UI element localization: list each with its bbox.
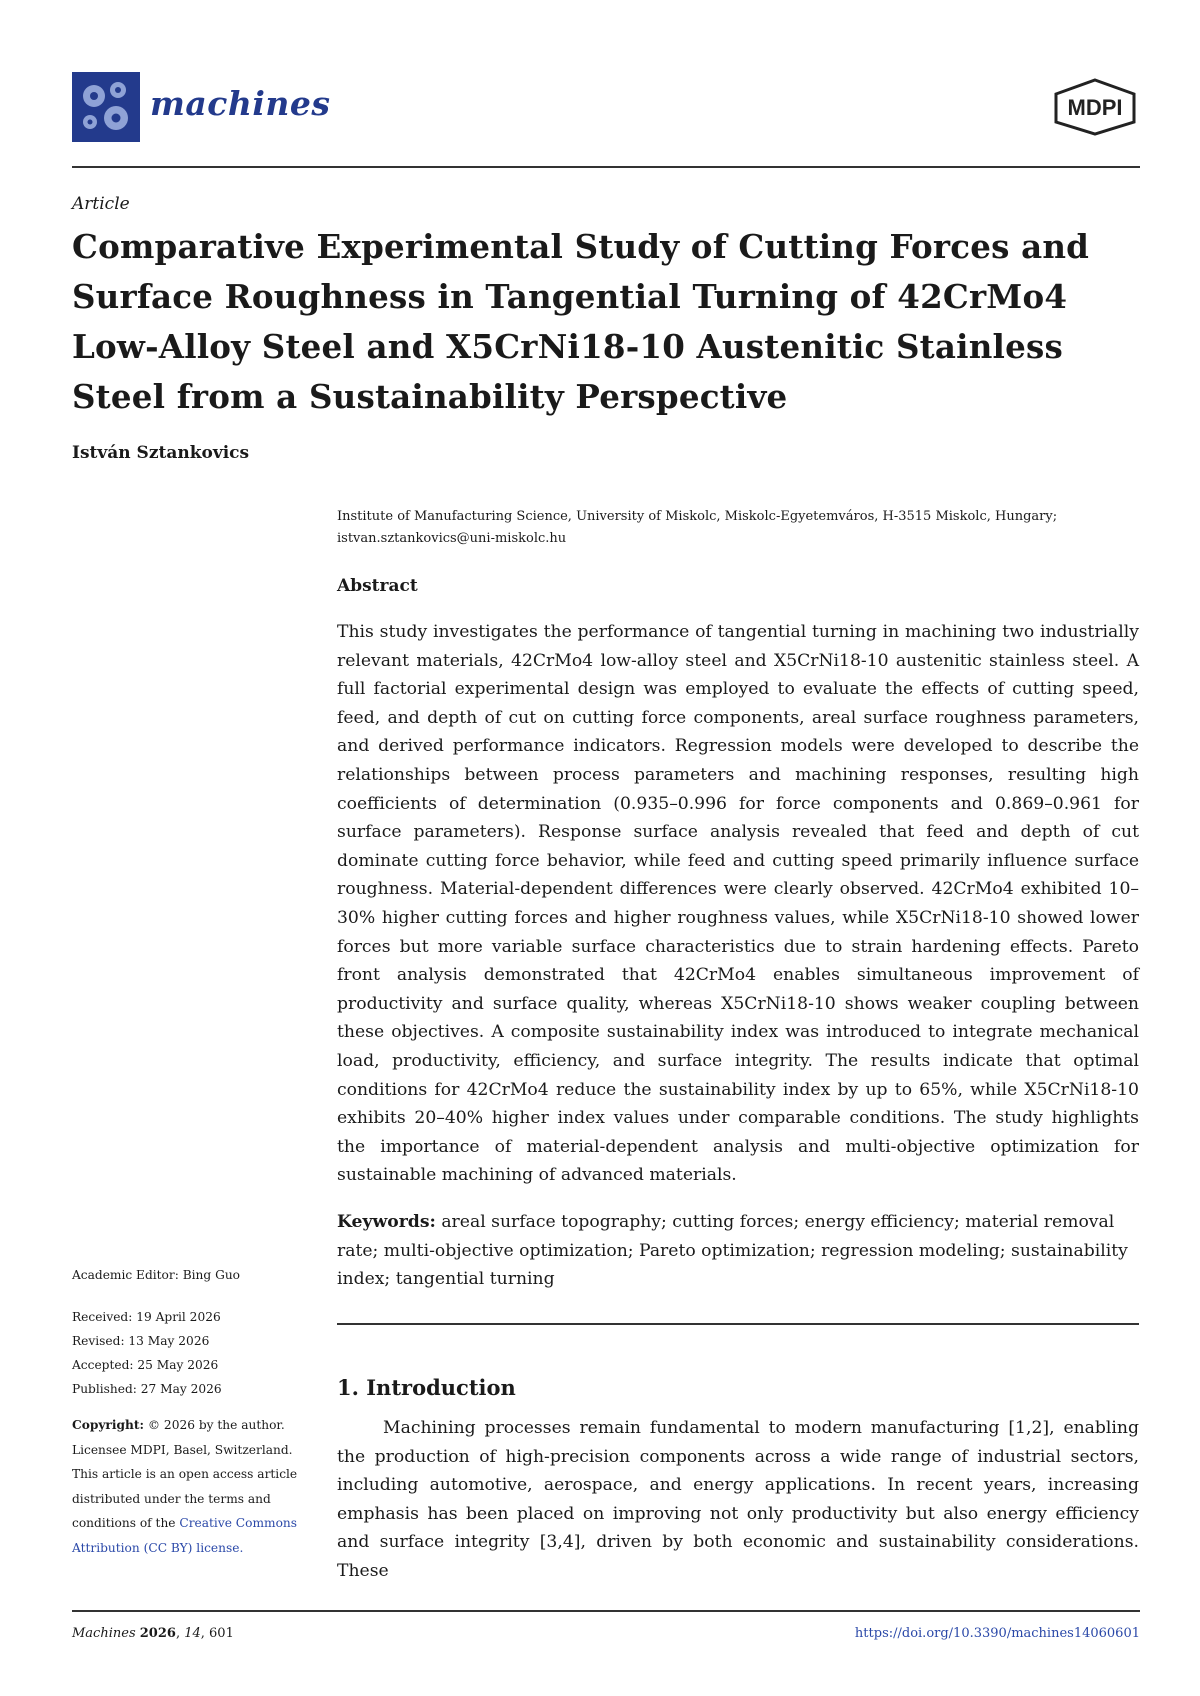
academic-editor: Academic Editor: Bing Guo: [72, 1268, 241, 1282]
affiliation: Institute of Manufacturing Science, University of Miskolc, Miskolc-Egyetemváros, H-3515 Miskolc, Hungary; istvan.sztankovics@uni-miskolc.hu: [337, 509, 1058, 546]
footer-volume: 14: [184, 1626, 201, 1641]
section-heading: 1. Introduction: [337, 1375, 516, 1400]
abstract-text: This study investigates the performance of tangential turning in machining two industrially relevant materials, 42CrMo4 low-alloy steel and X5CrNi18-10 austenitic stainless steel. A full factorial experimental design was employed to evaluate the effects of cutting speed, feed, and depth of cut on cutting force components, areal surface roughness parameters, and derived performance indicators. Regression models were developed to describe the relationships between process parameters and machining responses, resulting high coefficients of determination (0.935–0.996 for force components and 0.869–0.961 for surface parameters). Response surface analysis revealed that feed and depth of cut dominate cutting force behavior, while feed and cutting speed primarily influence surface roughness. Material-dependent differences were clearly observed. 42CrMo4 exhibited 10–30% higher cutting forces and higher roughness values, while X5CrNi18-10 showed lower forces but more variable surface characteristics due to strain hardening effects. Pareto front analysis demonstrated that 42CrMo4 enables simultaneous improvement of productivity and surface quality, whereas X5CrNi18-10 shows weaker coupling between these objectives. A composite sustainability index was introduced to integrate mechanical load, productivity, efficiency, and surface integrity. The results indicate that optimal conditions for 42CrMo4 reduce the sustainability index by up to 65%, while X5CrNi18-10 exhibits 20–40% higher index values under comparable conditions. The study highlights the importance of material-dependent analysis and multi-objective optimization for sustainable machining of advanced materials.: [337, 622, 1139, 1186]
keywords-label: Keywords:: [337, 1212, 436, 1232]
copyright-notice: [72, 1413, 302, 1560]
footer-article-number: , 601: [200, 1626, 234, 1641]
publication-dates: [72, 1305, 302, 1401]
header-divider: [72, 166, 1140, 168]
author-name: István Sztankovics: [72, 443, 250, 463]
doi-link[interactable]: https://doi.org/10.3390/machines14060601: [854, 1626, 1140, 1641]
published-date: Published: 27 May 2026: [72, 1382, 222, 1396]
copyright-label: Copyright:: [72, 1418, 144, 1432]
journal-logo-icon: [72, 72, 140, 142]
mdpi-logo: [1052, 78, 1138, 136]
intro-paragraph: Machining processes remain fundamental to modern manufacturing [1,2], enabling the production of high-precision components across a wide range of industrial sectors, including automotive, aerospace, and energy applications. In recent years, increasing emphasis has been placed on improving not only productivity but also energy efficiency and surface integrity [3,4], driven by both economic and sustainability considerations. These: [337, 1418, 1139, 1581]
footer-divider: [72, 1610, 1140, 1612]
section-divider: [337, 1323, 1139, 1325]
abstract-heading: Abstract: [337, 576, 418, 596]
footer-journal: Machines: [72, 1626, 136, 1641]
footer-year: 2026: [139, 1626, 176, 1641]
revised-date: Revised: 13 May 2026: [72, 1334, 210, 1348]
license-link[interactable]: Creative Commons Attribution (CC BY) license.: [72, 1516, 298, 1555]
keywords-text: areal surface topography; cutting forces; energy efficiency; material removal rate; multi-objective optimization; Pareto optimization; regression modeling; sustainability index; tangential turning: [337, 1212, 1128, 1290]
accepted-date: Accepted: 25 May 2026: [72, 1358, 219, 1372]
svg-text:MDPI: MDPI: [1067, 95, 1123, 120]
article-type: Article: [72, 194, 130, 214]
article-title: Comparative Experimental Study of Cutting Forces and Surface Roughness in Tangential Turning of 42CrMo4 Low-Alloy Steel and X5CrNi18-10 Austenitic Stainless Steel from a Sustainability Perspective: [72, 227, 1090, 416]
journal-name: machines: [150, 84, 331, 123]
keywords: [337, 1208, 1139, 1294]
received-date: Received: 19 April 2026: [72, 1310, 221, 1324]
footer-citation: Machines 2026, 14, 601: [72, 1626, 234, 1641]
copyright-text: © 2026 by the author. Licensee MDPI, Basel, Switzerland. This article is an open access article distributed under the terms and conditions of the: [72, 1418, 298, 1530]
